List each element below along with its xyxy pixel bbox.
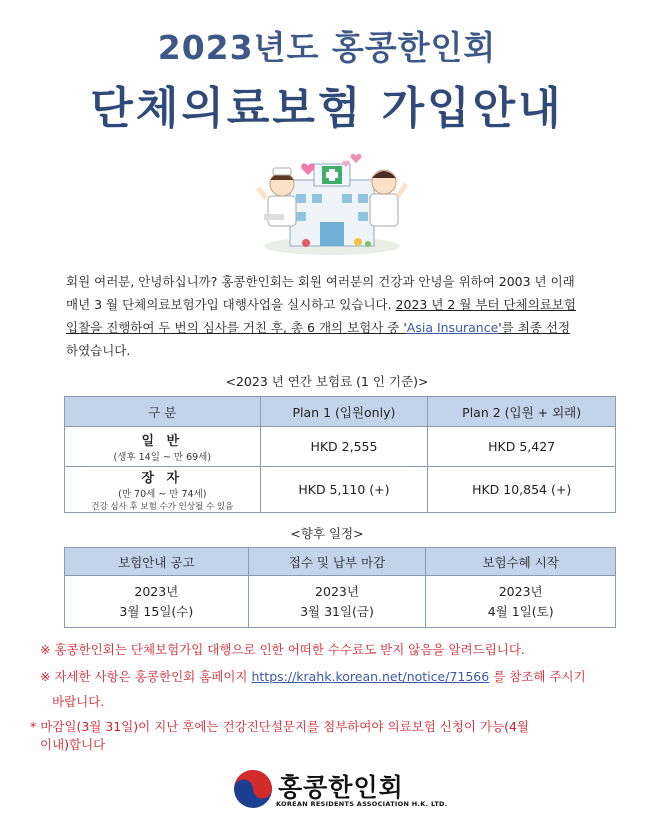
schedule-header: 보험수혜 시작 — [426, 548, 616, 576]
note-details: ※ 자세한 사항은 홍콩한인회 홈페이지 https://krahk.korean.net/notice/71566 를 참조해 주시기 — [40, 669, 586, 684]
table-row — [65, 467, 616, 513]
schedule-table — [64, 547, 616, 628]
notice-link[interactable]: https://krahk.korean.net/notice/71566 — [251, 669, 490, 684]
table-row — [65, 576, 616, 628]
intro-line-3a: 입찰을 진행하여 두 번의 심사를 거친 후, 총 6 개의 보험사 중 ' — [66, 320, 407, 335]
premium-header-plan1: Plan 1 (입원only) — [260, 397, 428, 427]
schedule-header: 접수 및 납부 마감 — [248, 548, 426, 576]
schedule-table-caption: <향후 일정> — [290, 526, 364, 541]
note-deadline: * 마감일(3월 31일)이 지난 후에는 건강진단설문지를 첨부하여야 의료보험 신청이 가능(4월 이내)합니다 — [30, 719, 530, 752]
intro-paragraph — [66, 270, 626, 362]
intro-line-2 — [66, 293, 626, 316]
insurer-name: Asia Insurance — [406, 320, 499, 335]
intro-line-2a: 매년 3 월 단체의료보험가입 대행사업을 실시하고 있습니다. — [66, 297, 396, 312]
schedule-cell: 2023년 3월 31일(금) — [248, 576, 426, 628]
premium-header-plan2: Plan 2 (입원 + 외래) — [428, 397, 616, 427]
logo-subtitle: KOREAN RESIDENTS ASSOCIATION H.K. LTD. — [276, 800, 448, 808]
schedule-cell: 2023년 4월 1일(토) — [426, 576, 616, 628]
taegeuk-emblem-icon — [232, 768, 274, 810]
hospital-illustration — [256, 150, 408, 256]
page-title-line2: 단체의료보험 가입안내 — [90, 83, 564, 134]
premium-table — [64, 396, 616, 513]
schedule-header: 보험안내 공고 — [65, 548, 249, 576]
intro-line-1: 회원 여러분, 안녕하십니까? 홍콩한인회는 회원 여러분의 건강과 안녕을 위하여 2003 년 이래 — [66, 274, 575, 289]
premium-plan1-value: HKD 2,555 — [260, 427, 428, 467]
intro-line-2b: 2023 년 2 월 부터 단체의료보험 — [395, 297, 576, 312]
table-row — [65, 427, 616, 467]
schedule-cell: 2023년 3월 15일(수) — [65, 576, 249, 628]
intro-line-4: 하였습니다. — [66, 343, 131, 358]
note-details-cont: 바랍니다. — [52, 694, 105, 709]
intro-line-3 — [66, 316, 626, 339]
association-logo — [232, 768, 448, 814]
note-no-fee: ※ 홍콩한인회는 단체보험가입 대행으로 인한 어떠한 수수료도 받지 않음을 알려드립니다. — [40, 642, 525, 657]
premium-row-label: 일 반 (생후 14일 ~ 만 69세) — [65, 427, 261, 467]
intro-line-3c: '를 최종 선정 — [498, 320, 571, 335]
premium-plan2-value: HKD 10,854 (+) — [428, 467, 616, 513]
premium-row-label: 장 자 (만 70세 ~ 만 74세) 건강 심사 후 보험 수가 인상될 수 있음 — [65, 467, 261, 513]
logo-name: 홍콩한인회 — [278, 773, 404, 802]
premium-table-caption: <2023 년 연간 보험료 (1 인 기준)> — [225, 374, 429, 389]
premium-plan2-value: HKD 5,427 — [428, 427, 616, 467]
premium-plan1-value: HKD 5,110 (+) — [260, 467, 428, 513]
premium-header-category: 구 분 — [65, 397, 261, 427]
page-title-line1: 2023년도 홍콩한인회 — [157, 28, 497, 67]
